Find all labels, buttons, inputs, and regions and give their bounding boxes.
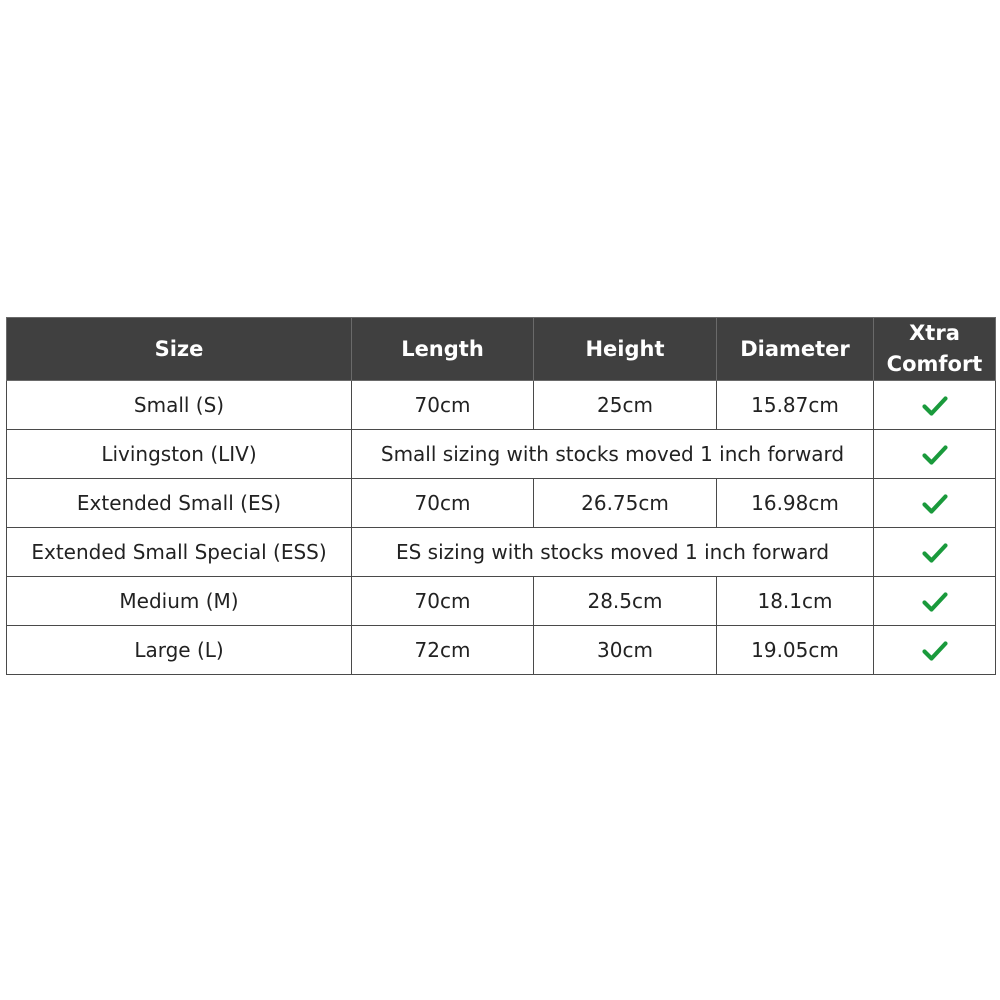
check-icon — [922, 493, 948, 515]
check-icon — [922, 444, 948, 466]
cell-xtra-comfort — [874, 430, 996, 479]
cell-note: Small sizing with stocks moved 1 inch forward — [352, 430, 874, 479]
table-row — [7, 577, 996, 626]
header-xtra-comfort — [874, 318, 996, 381]
header-row — [7, 318, 996, 381]
cell-size: Small (S) — [7, 381, 352, 430]
header-xtra-comfort-line2: Comfort — [886, 352, 983, 376]
cell-size: Extended Small Special (ESS) — [7, 528, 352, 577]
cell-length: 70cm — [352, 381, 534, 430]
header-diameter: Diameter — [717, 318, 874, 381]
cell-diameter: 18.1cm — [717, 577, 874, 626]
check-icon — [922, 640, 948, 662]
cell-note: ES sizing with stocks moved 1 inch forward — [352, 528, 874, 577]
cell-xtra-comfort — [874, 381, 996, 430]
cell-length: 72cm — [352, 626, 534, 675]
check-icon — [922, 591, 948, 613]
header-xtra-comfort-line1: Xtra — [909, 321, 960, 345]
header-length: Length — [352, 318, 534, 381]
table-row — [7, 626, 996, 675]
cell-length: 70cm — [352, 479, 534, 528]
cell-size: Medium (M) — [7, 577, 352, 626]
check-icon — [922, 542, 948, 564]
cell-diameter: 15.87cm — [717, 381, 874, 430]
table-row — [7, 430, 996, 479]
cell-height: 26.75cm — [534, 479, 717, 528]
cell-size: Extended Small (ES) — [7, 479, 352, 528]
cell-size: Livingston (LIV) — [7, 430, 352, 479]
size-chart-table — [6, 317, 996, 675]
table-row — [7, 528, 996, 577]
table-row — [7, 479, 996, 528]
cell-xtra-comfort — [874, 577, 996, 626]
cell-diameter: 16.98cm — [717, 479, 874, 528]
cell-length: 70cm — [352, 577, 534, 626]
check-icon — [922, 395, 948, 417]
cell-xtra-comfort — [874, 479, 996, 528]
header-size: Size — [7, 318, 352, 381]
cell-diameter: 19.05cm — [717, 626, 874, 675]
cell-height: 30cm — [534, 626, 717, 675]
cell-xtra-comfort — [874, 528, 996, 577]
cell-size: Large (L) — [7, 626, 352, 675]
header-height: Height — [534, 318, 717, 381]
cell-xtra-comfort — [874, 626, 996, 675]
cell-height: 25cm — [534, 381, 717, 430]
table-row — [7, 381, 996, 430]
cell-height: 28.5cm — [534, 577, 717, 626]
